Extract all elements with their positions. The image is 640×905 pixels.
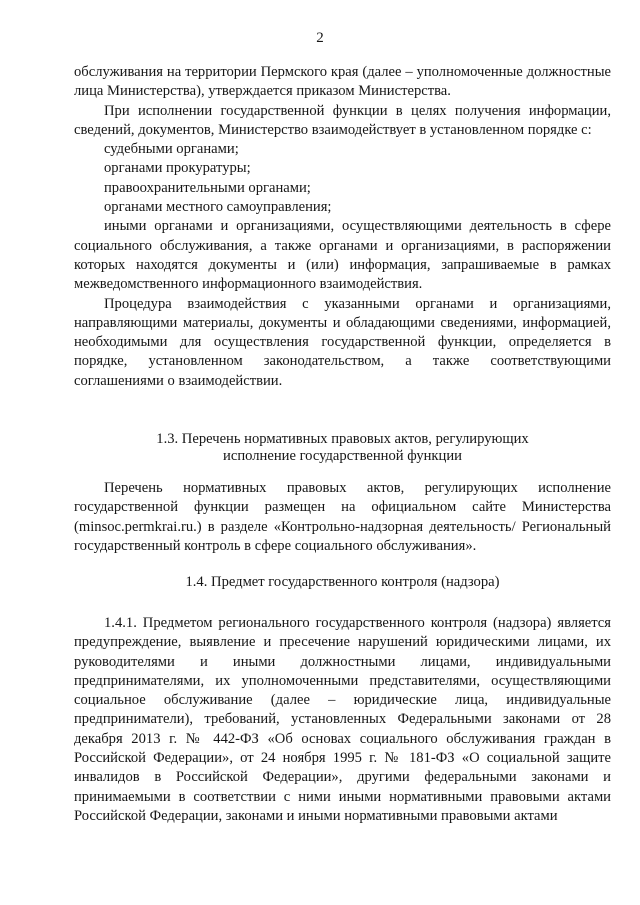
page-number: 2 [316, 30, 324, 46]
section-1-3-heading-line2: исполнение государственной функции [223, 448, 462, 464]
section-1-3-heading-line1: 1.3. Перечень нормативных правовых актов, регулирующих [156, 431, 529, 447]
list-item: органами местного самоуправления; [104, 199, 332, 216]
section-1-3-body [74, 479, 611, 556]
list-item: правоохранительными органами; [104, 179, 311, 196]
list-item: судебными органами; [104, 141, 239, 158]
paragraph-procedure: Процедура взаимодействия с указанными органами и организациями, направляющими материалы, документы и обладающими сведениями, информацией, необходимыми для осуществления государственной функции, определяется в порядке, установленном законодательством, а также соответствующими соглашениями о взаимодействии. [74, 295, 611, 389]
list-item: иными органами и организациями, осуществляющими деятельность в сфере социального обслуживания, а также органами и организациями, в распоряжении которых находятся документы и (или) информация, запрашиваемые в рамках межведомственного информационного взаимодействия. [74, 218, 611, 293]
paragraph-continuation: обслуживания на территории Пермского края (далее – уполномоченные должностные лица Министерства), утверждается приказом Министерства. [74, 64, 611, 100]
body-text-top [74, 63, 611, 391]
paragraph-acts-list: Перечень нормативных правовых актов, регулирующих исполнение государственной функции размещен на официальном сайте Министерства (minsoc.permkrai.ru.) в разделе «Контрольно-надзорная деятельность/ Региональный государственный контроль в сфере социального обслуживания». [74, 480, 611, 554]
section-1-3-heading [74, 431, 611, 465]
paragraph-interaction-intro: При исполнении государственной функции в целях получения информации, сведений, документов, Министерство взаимодействует в установленном порядке с: [74, 102, 611, 138]
paragraph-1-4-1: 1.4.1. Предметом регионального государственного контроля (надзора) является предупреждение, выявление и пресечение нарушений юридическими лицами, их руководителями и иными должностными лицами, индивидуальными предпринимателями, их уполномоченными представителями, осуществляющими социальное обслуживание (далее – юридические лица, индивидуальные предприниматели), требований, установленных Федеральными законами от 28 декабря 2013 г. № 442-ФЗ «Об основах социального обслуживания граждан в Российской Федерации», от 24 ноября 1995 г. № 181-ФЗ «О социальной защите инвалидов в Российской Федерации», другими федеральными законами и принимаемыми в соответствии с ними иными нормативными правовыми актами Российской Федерации, законами и иными нормативными правовыми актами [74, 615, 611, 824]
list-item: органами прокуратуры; [104, 160, 251, 177]
section-1-4-heading-text: 1.4. Предмет государственного контроля (надзора) [185, 574, 500, 590]
section-1-4-body [74, 614, 611, 826]
section-1-4-heading [74, 574, 611, 591]
